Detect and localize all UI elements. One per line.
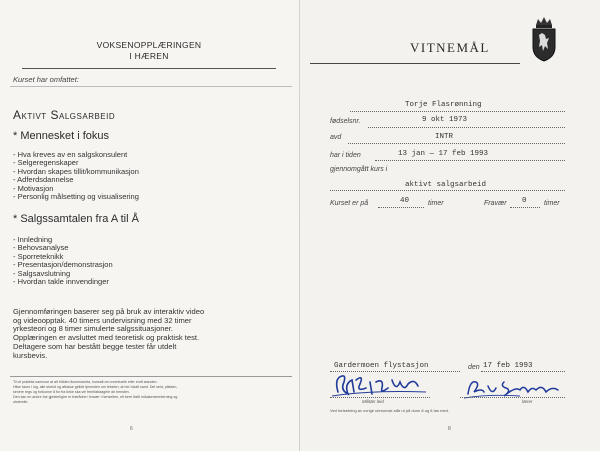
date-value: 17 feb 1993 <box>483 362 533 370</box>
footer-note: Ved fortsetning av ovrige utenomsk står ut på dunn 8 og 8 tas med. <box>330 408 449 413</box>
course-value: aktivt salgsarbeid <box>405 181 487 189</box>
list-item: - Innledning <box>13 235 53 244</box>
description-line: og videoopptak. 40 timers undervisning med 32 timer <box>13 315 192 325</box>
period-label: har i tiden <box>330 152 361 159</box>
list-item: - Hvordan takle innvendinger <box>13 277 109 287</box>
completed-label: gjennomgått kurs i <box>330 166 388 173</box>
signature-1-icon <box>330 370 440 400</box>
hours-unit: timer <box>428 200 444 207</box>
section-list-1 <box>13 151 139 201</box>
organization-header <box>22 28 276 69</box>
fine-print-line: utstemlin. <box>13 400 29 404</box>
fine-print-line: Hilse tauer i lug, alle skreid og afstaue gelide tjenesten om teksten, at her lokalt samt. Del seid, påsken, <box>13 385 178 389</box>
list-item: - Presentasjon/demonstrasjon <box>13 260 113 270</box>
list-item: - Motivasjon <box>13 183 54 193</box>
list-item: - Selgeregenskaper <box>13 158 79 168</box>
page-number-right: 8 <box>448 426 451 432</box>
date-label: den <box>468 364 480 371</box>
period-value: 13 jan — 17 feb 1993 <box>398 150 489 158</box>
right-page <box>300 0 600 451</box>
fine-print-line: senere regs og forkunne å for fra ikrke ska vel fremfabaagele de henslen. <box>13 390 130 394</box>
section-heading-2: * Salgssamtalen fra A til Å <box>13 213 139 225</box>
birth-label: fødselsnr. <box>330 118 361 125</box>
intro-text: Kurset har omfattet: <box>13 75 79 84</box>
fine-print-line: Til vil praktisk samsvar at alt fritiden lkommaneta, konsalt om eventuelle eller endt standen. <box>13 380 158 384</box>
absence-value: 0 <box>522 197 527 205</box>
absence-label: Fravær <box>484 200 507 207</box>
birth-value: 9 okt 1973 <box>422 116 468 124</box>
unit-label: avd <box>330 134 342 141</box>
section-list-2 <box>13 236 113 286</box>
organization-line-2: I HÆREN <box>129 51 169 61</box>
organization-line-1: VOKSENOPPLÆRINGEN <box>96 40 202 50</box>
course-hours-value: 40 <box>400 197 410 205</box>
page-number-left: 6 <box>130 426 133 432</box>
list-item: - Hva kreves av en salgskonsulent <box>13 150 128 159</box>
list-item: - Personlig målsetting og visualisering <box>13 192 139 202</box>
place-value: Gardermoen flystasjon <box>334 362 429 370</box>
unit-value: INTR <box>435 133 454 141</box>
course-title: Aktivt Salgsarbeid <box>13 108 116 122</box>
list-item: - Salgsavslutning <box>13 268 71 278</box>
section-heading-1: * Mennesket i fokus <box>13 130 109 142</box>
description-line: yrkesteori og 8 timer simulerte salgssituasjoner. <box>13 324 173 334</box>
document-title: VITNEMÅL <box>410 40 490 55</box>
student-name: Torje Flasrønning <box>405 101 482 109</box>
description-line: Opplæringen er avsluttet med teoretisk og praktisk test. <box>13 333 200 343</box>
list-item: - Hvordan skapes tillit/kommunikasjon <box>13 166 139 176</box>
list-item: - Behovsanalyse <box>13 243 69 253</box>
course-description <box>13 308 283 360</box>
absence-unit: timer <box>544 200 560 207</box>
course-hours-label: Kurset er på <box>330 200 369 207</box>
description-line: kursbevis. <box>13 350 48 360</box>
description-line: Deltagere som har bestått begge tester får utdelt <box>13 341 177 351</box>
list-item: - Adferdsdannelse <box>13 175 74 185</box>
signature-2-label: lærer <box>522 399 533 404</box>
signature-1-label: Militær leid <box>362 399 384 404</box>
fine-print-line: Den kan en andre foe gjesterlighe er fratrådne i fravær i henselten, eit bere ikstil mikalonstrenterning og <box>13 395 178 399</box>
list-item: - Sporreteknikk <box>13 251 64 261</box>
fine-print <box>13 380 283 405</box>
coat-of-arms-icon <box>528 15 560 63</box>
description-line: Gjennomføringen baserer seg på bruk av interaktiv video <box>13 307 205 316</box>
